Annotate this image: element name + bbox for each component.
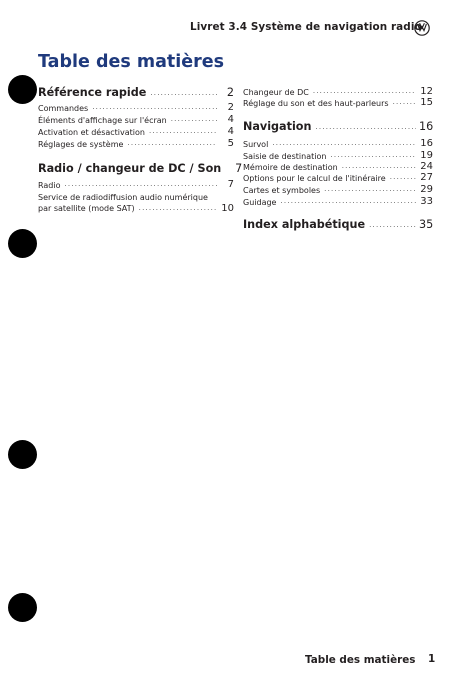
toc-entry-sat[interactable]: [38, 192, 234, 214]
footer-page-number: 1: [428, 653, 436, 665]
toc-entry-title: Réglages de système: [38, 140, 124, 149]
toc-leader: [393, 99, 416, 106]
toc-entry-cartes-symboles[interactable]: [243, 184, 433, 195]
toc-section-index[interactable]: [243, 218, 433, 231]
toc-section-radio[interactable]: [38, 162, 243, 175]
toc-leader: [369, 222, 416, 229]
toc-entry-title: Radio: [38, 181, 61, 190]
toc-entry-title: Référence rapide: [38, 86, 147, 99]
toc-section-reference-rapide[interactable]: [38, 86, 234, 99]
toc-page-number: 5: [227, 138, 234, 149]
toc-leader: [280, 198, 416, 205]
toc-entry-memoire-destination[interactable]: [243, 161, 433, 172]
toc-leader: [315, 124, 416, 131]
toc-entry-title: Options pour le calcul de l'itinéraire: [243, 174, 386, 183]
toc-leader: [149, 128, 217, 135]
toc-page-number: 29: [420, 184, 433, 195]
toc-entry-title: Survol: [243, 140, 269, 149]
toc-page-number: 16: [419, 120, 434, 133]
toc-entry-radio[interactable]: [38, 179, 234, 190]
toc-leader: [342, 163, 416, 170]
toc-page-number: 4: [227, 126, 234, 137]
toc-entry-title: Radio / changeur de DC / Son: [38, 162, 222, 175]
binder-hole: [8, 440, 37, 469]
toc-entry-options-itineraire[interactable]: [243, 172, 433, 183]
toc-entry-title: Index alphabétique: [243, 218, 366, 231]
toc-entry-title: Navigation: [243, 120, 312, 133]
toc-entry-guidage[interactable]: [243, 196, 433, 207]
toc-entry-title-line2: par satellite (mode SAT): [38, 204, 135, 213]
toc-leader: [150, 90, 217, 97]
footer-section-label: Table des matières: [305, 654, 416, 666]
toc-entry-title: Cartes et symboles: [243, 186, 321, 195]
binder-hole: [8, 75, 37, 104]
toc-section-navigation[interactable]: [243, 120, 433, 133]
page-title: Table des matières: [38, 52, 225, 72]
toc-entry-title-line1: Service de radiodiffusion audio numérique: [38, 193, 208, 202]
toc-leader: [171, 116, 217, 123]
toc-page-number: 2: [226, 86, 234, 99]
toc-entry-title: Mémoire de destination: [243, 163, 338, 172]
toc-entry-title: Commandes: [38, 104, 89, 113]
toc-leader: [64, 181, 217, 188]
toc-page-number: 7: [227, 179, 234, 190]
toc-leader: [390, 174, 416, 181]
toc-entry-title: Éléments d'affichage sur l'écran: [38, 116, 167, 125]
toc-leader: [324, 186, 416, 193]
toc-page-number: 10: [221, 203, 234, 214]
binder-hole: [8, 593, 37, 622]
toc-leader: [272, 140, 416, 147]
toc-leader: [313, 88, 416, 95]
toc-entry-title: Guidage: [243, 198, 277, 207]
toc-page-number: 15: [420, 97, 433, 108]
toc-page-number: 33: [420, 196, 433, 207]
toc-page-number: 2: [227, 102, 234, 113]
toc-entry-saisie-destination[interactable]: [243, 150, 433, 161]
toc-entry-title: Changeur de DC: [243, 88, 309, 97]
toc-leader: [92, 104, 217, 111]
toc-entry-elements-affichage[interactable]: [38, 114, 234, 125]
toc-page-number: 24: [420, 161, 433, 172]
toc-entry-title: Saisie de destination: [243, 152, 327, 161]
toc-leader: [139, 205, 219, 212]
vw-logo-icon: [414, 20, 430, 36]
toc-page-number: 7: [235, 162, 243, 175]
toc-entry-title: Réglage du son et des haut-parleurs: [243, 99, 389, 108]
toc-page-number: 35: [419, 218, 434, 231]
toc-leader: [330, 152, 416, 159]
toc-entry-reglages-systeme[interactable]: [38, 138, 234, 149]
toc-page-number: 4: [227, 114, 234, 125]
running-header: Livret 3.4 Système de navigation radio: [190, 21, 422, 33]
toc-leader: [127, 140, 217, 147]
toc-page-number: 12: [420, 86, 433, 97]
toc-page-number: 27: [420, 172, 433, 183]
toc-entry-activation[interactable]: [38, 126, 234, 137]
toc-page-number: 16: [420, 138, 433, 149]
toc-entry-reglage-son[interactable]: [243, 97, 433, 108]
toc-entry-changeur-dc[interactable]: [243, 86, 433, 97]
toc-page-number: 19: [420, 150, 433, 161]
toc-entry-title: Activation et désactivation: [38, 128, 145, 137]
toc-entry-survol[interactable]: [243, 138, 433, 149]
toc-entry-commandes[interactable]: [38, 102, 234, 113]
binder-hole: [8, 229, 37, 258]
